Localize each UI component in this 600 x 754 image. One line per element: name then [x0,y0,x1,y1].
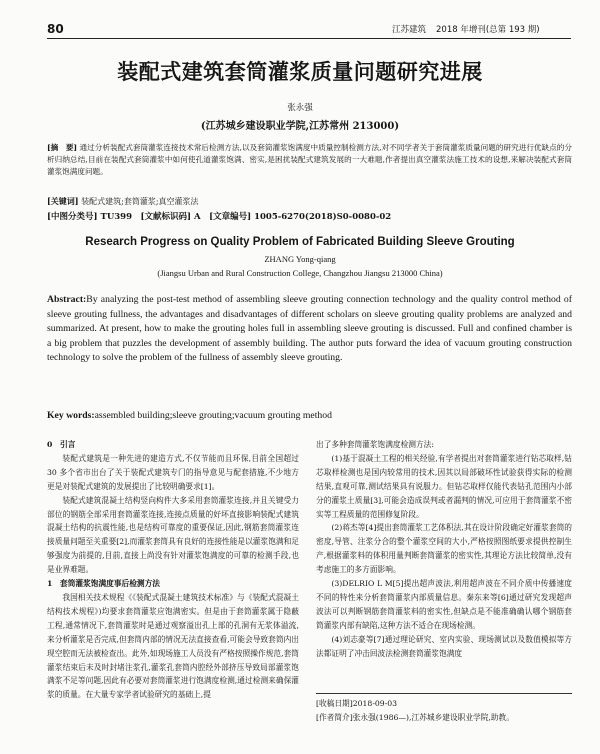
journal-name: 江苏建筑 [392,25,427,35]
footnotes [316,693,572,725]
body-column-right [316,438,572,661]
keywords-en-label: Key words: [47,410,95,421]
list-item: (2)蒋杰等[4]提出套筒灌浆工艺体积法,其在设计阶段确定好灌浆套筒的密度,导管、注浆分合的整个灌浆空间的大小,严格按照图纸要求提供控制生产,根据灌浆料的体积用量判断套筒灌浆的密实性,其理论方法比较简单,没有考虑施工的多方面影响。 [316,523,572,575]
running-header [392,23,550,35]
list-item: (3)DELRIO L M[5]提出超声波法,利用超声波在不同介质中传播速度不同的特性来分析套筒灌浆内部质量信息。秦东来等[6]通过研究发现超声波法可以判断钢筋套筒灌浆料的密实性,但缺点是不能准确确认哪个钢筋套筒灌浆内部有缺陷,这种方法不适合在现场检测。 [316,579,572,630]
list-item: (1)基于混凝土工程的相关经验,有学者提出对套筒灌浆进行钻芯取样,钻芯取样检测也是国内较常用的技术,因其以局部破坏性试验获得实际的检测结果,直观可靠,测试结果具有说服力。但钻芯取样仅能代表钻孔范围内小部分的灌浆土质量[3],可能会造成误判或者漏判的情况,可应用于套筒灌浆不密实等工程质量的范围修复阶段。 [316,453,572,519]
affiliation-en: (Jiangsu Urban and Rural Construction College, Changzhou Jiangsu 213000 China) [157,268,443,278]
abstract-en [47,293,572,366]
abstract-en-text: By analyzing the post-test method of assembling sleeve grouting connection technology and the quality control method of sleeve grouting fullness, the advantages and disadvantages of different scholars on sleeve grouting quality problems are analyzed and summarized. At present, how to make the grouting holes full in assembling sleeve grouting is discussed. Full and confined chamber is a big problem that puzzles the development of assembly building. The author puts forward the idea of vacuum grouting construction technology to solve the problem of the fullness of assembly sleeve grouting. [47,294,572,363]
section-heading-intro: 0 引言 [47,440,76,449]
body-column-left [47,438,299,702]
keywords-cn-label: [关键词] [47,196,79,206]
keywords-cn-text: 装配式建筑;套筒灌浆;真空灌浆法 [81,197,199,206]
article-title-en: Research Progress on Quality Problem of Fabricated Building Sleeve Grouting [85,236,515,248]
section-heading-1: 1 套筒灌浆饱满度事后检测方法 [47,579,160,589]
article-title-cn: 装配式建筑套筒灌浆质量问题研究进展 [117,60,483,84]
paragraph: 装配式建筑是一种先进的建造方式,不仅节能而且环保,目前全国超过 30 多个省市出台了关于装配式建筑专门的指导意见与配套措施,不少地方更是对装配式建筑的发展提出了比较明确要求[1]。 [47,453,299,491]
classification-line: [中图分类号] TU399 [文献标识码] A [文章编号] 1005-6270(2018)S0-0080-02 [47,212,392,222]
author-en: ZHANG Yong-qiang [264,254,336,264]
abstract-cn-label: [摘 要] [47,143,78,152]
paragraph: 我国相关技术规程《《装配式混凝土建筑技术标准》与《装配式混凝土结构技术规程》)均要求套筒灌浆应饱满密实。但是由于套筒灌浆属于隐蔽工程,通常情况下,套筒灌浆时是通过观察溢出孔上部的孔洞有无浆体溢流,来分析灌浆是否完成,但套筒内部的情况无法直接查看,可能会导致套筒内出现空腔而无法被检查出。此外,如现场施工人员没有严格按照操作规范,套筒灌浆结束后未及时封堵注浆孔,灌浆孔套筒内腔经外部挤压导致局部灌浆饱满浆不足等问题,因此有必要对套筒灌浆进行饱满度检测,通过检测来确保灌浆的质量。在大量专家学者试验研究的基础上,提 [47,592,299,700]
paragraph: 出了多种套筒灌浆饱满度检测方法: [316,440,434,449]
abstract-cn-text: 通过分析装配式套筒灌浆连接技术常后检测方法,以及套筒灌浆饱满度中质量控制检测方法,对不同学者关于套筒灌浆质量问题的研究进行优缺点的分析归纳总结,目前在装配式套筒灌浆中如何使孔道灌浆饱满、密实,是困扰装配式建筑发展的一大难题,作者提出真空灌浆法施工技术的设想,来解决装配式套筒灌浆饱满度问题。 [47,143,573,176]
issue-info: 2018 年增刊(总第 193 期) [436,25,540,35]
affiliation-cn: (江苏城乡建设职业学院,江苏常州 213000) [200,121,400,132]
author-cn: 张永强 [287,103,313,113]
paragraph: 装配式建筑混凝土结构竖向构件大多采用套筒灌浆连接,并且关键受力部位的钢筋全部采用套筒灌浆连接,连接点质量的好坏直接影响装配式建筑混凝土结构的抗震性能,也是结构可靠度的重要保证,因此,钢筋套筒灌浆连接质量问题至关重要[2],而灌浆套筒具有良好的连接性能是以灌浆饱满和足够强度为前提的,目前,直接上尚没有针对灌浆饱满度的可靠的检测手段,也是业界难题。 [47,495,299,575]
keywords-en [47,410,572,421]
keywords-cn [47,196,572,207]
list-item: (4)刘志豪等[7]通过理论研究、室内实验、现场测试以及数值模拟等方法都证明了冲击回波法检测套筒灌浆饱满度 [316,634,572,658]
received-date: [收稿日期]2018-09-03 [316,699,398,708]
author-bio: [作者简介]张永强(1986—),江苏城乡建设职业学院,助教。 [316,713,514,722]
abstract-cn [47,142,572,177]
header-rule [47,38,571,39]
keywords-en-text: assembled building;sleeve grouting;vacuum grouting method [94,410,332,421]
page-number: 80 [47,22,64,36]
abstract-en-label: Abstract: [47,294,87,305]
